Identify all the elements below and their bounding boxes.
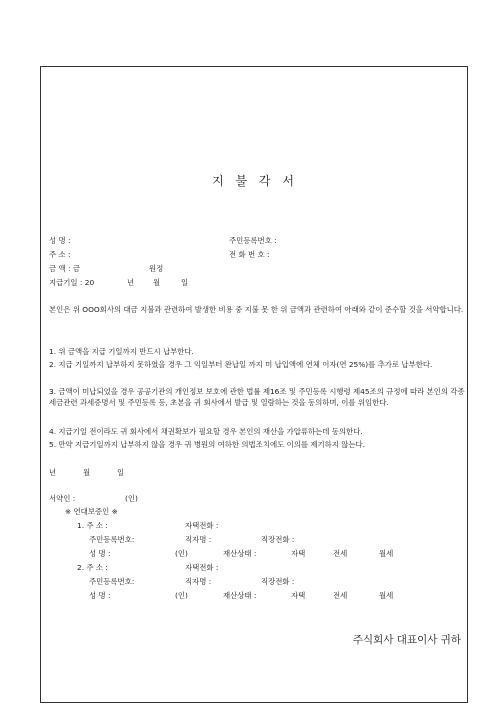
guarantor-2-home-phone: 자택전화 : <box>185 563 219 572</box>
guarantor-1-opt-wolse: 월세 <box>379 549 394 558</box>
rrn-label: 주민등록번호 : <box>229 236 277 245</box>
guarantor-1-address: 1. 주 소 : <box>77 521 108 530</box>
signer-label: 서약인 : <box>49 494 76 503</box>
clause-4: 4. 지급기일 전이라도 귀 회사에서 채권확보가 필요할 경우 본인의 재산을 가압류하는데 동의한다. <box>49 427 363 436</box>
clause-3: 3. 금액이 미납되었을 경우 공공기관의 개인정보 보호에 관한 법률 제16조 및 주민등록 시행령 제45조의 규정에 따라 본인의 각종 세금관련 과세증명서 및 주민등록 등, 초본을 귀 회사에서 발급 및 열람하는 것을 동의하며, 이를 위임한다. <box>49 387 465 407</box>
guarantor-2-opt-wolse: 월세 <box>379 591 394 600</box>
amount-unit: 원정 <box>149 264 164 273</box>
guarantor-1-seal: (인) <box>175 549 188 558</box>
address-label: 주 소 : <box>49 250 71 259</box>
guarantor-2-opt-jeonse: 전세 <box>333 591 348 600</box>
guarantor-2-property: 재산상태 : <box>223 591 257 600</box>
due-day: 일 <box>181 278 189 287</box>
due-date-label: 지급기일 : 20 <box>49 278 95 287</box>
guarantor-2-name: 성 명 : <box>89 591 111 600</box>
guarantor-1-rrn: 주민등록번호: <box>89 535 135 544</box>
guarantor-1-property: 재산상태 : <box>223 549 257 558</box>
date-month: 월 <box>83 468 91 477</box>
guarantor-2-rrn: 주민등록번호: <box>89 577 135 586</box>
guarantor-1-name: 성 명 : <box>89 549 111 558</box>
addressee-footer: 주식회사 대표이사 귀하 <box>352 634 461 646</box>
name-label: 성 명 : <box>49 236 71 245</box>
guarantor-2-company: 직자명 : <box>185 577 212 586</box>
date-day: 일 <box>117 468 125 477</box>
guarantor-1-opt-jeonse: 전세 <box>333 549 348 558</box>
phone-label: 전 화 번 호 : <box>229 250 270 259</box>
due-month: 월 <box>153 278 161 287</box>
intro-paragraph: 본인은 위 OOO회사의 대금 지불과 관련하여 발생한 비용 중 지불 못 한 위 금액과 관련하여 아래와 같이 준수할 것을 서약합니다. <box>49 305 464 314</box>
document-frame <box>40 66 468 703</box>
clause-1: 1. 위 금액을 지급 기일까지 반드시 납부한다. <box>49 347 194 356</box>
due-year: 년 <box>127 278 135 287</box>
guarantor-2-seal: (인) <box>175 591 188 600</box>
amount-label: 금 액 : 금 <box>49 264 80 273</box>
guarantor-2-work-phone: 직장전화 : <box>261 577 295 586</box>
date-year: 년 <box>49 468 57 477</box>
guarantor-header: ※ 연대보증인 ※ <box>65 507 118 516</box>
guarantor-1-opt-own: 자택 <box>291 549 306 558</box>
guarantor-2-opt-own: 자택 <box>291 591 306 600</box>
clause-2: 2. 지급 기일까지 납부하지 못하였을 경우 그 익일부터 완납일 까지 미 납입액에 연체 이자(연 25%)를 추가로 납부한다. <box>49 360 433 369</box>
signer-seal: (인) <box>125 494 138 503</box>
guarantor-1-home-phone: 자택전화 : <box>185 521 219 530</box>
document-title: 지 불 각 서 <box>212 174 298 188</box>
guarantor-1-company: 직자명 : <box>185 535 212 544</box>
guarantor-2-address: 2. 주 소 : <box>77 563 108 572</box>
guarantor-1-work-phone: 직장전화 : <box>261 535 295 544</box>
clause-5: 5. 만약 지급기일까지 납부하지 않을 경우 귀 병원의 여하한 의법조치에도 이의를 제기하지 않는다. <box>49 440 366 449</box>
